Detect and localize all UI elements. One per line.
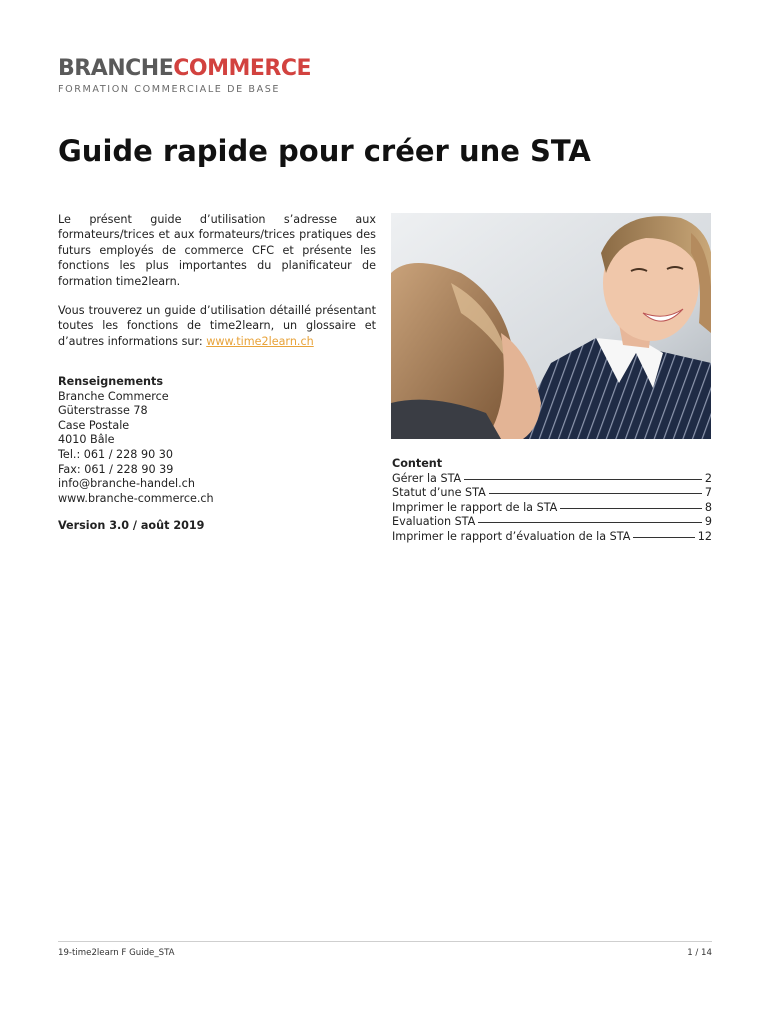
contact-phone: Tel.: 061 / 228 90 30	[58, 447, 173, 461]
brand-tagline: FORMATION COMMERCIALE DE BASE	[58, 84, 281, 95]
photo-illustration	[391, 213, 711, 439]
intro-paragraph-1: Le présent guide d’utilisation s’adresse aux formateurs/trices et aux formateurs/trices pratiques des futurs employés de commerce CFC et présente les fonctions les plus importantes du planificateur de formation time2learn.	[58, 213, 376, 288]
contact-line: Güterstrasse 78	[58, 404, 148, 418]
footer-page-number: 1 / 14	[687, 948, 712, 958]
page-title: Guide rapide pour créer une STA	[58, 134, 591, 168]
version-label: Version 3.0 / août 2019	[58, 519, 205, 532]
toc-item-page: 8	[704, 500, 712, 514]
toc-item-page: 9	[704, 515, 712, 529]
contact-email: info@branche-handel.ch	[58, 477, 195, 491]
toc-item-label: Gérer la STA	[392, 471, 462, 485]
toc-item-page: 2	[704, 471, 712, 485]
footer-document-id: 19-time2learn F Guide_STA	[58, 948, 175, 958]
contact-line: Case Postale	[58, 418, 130, 432]
toc-item-page: 12	[697, 529, 712, 543]
toc-item[interactable]	[392, 472, 712, 487]
contact-block	[58, 375, 214, 506]
toc-item[interactable]	[392, 515, 712, 530]
toc-item-label: Evaluation STA	[392, 515, 476, 529]
contact-line: Branche Commerce	[58, 389, 169, 403]
toc-leader-line	[464, 479, 702, 480]
toc-item-label: Imprimer le rapport d’évaluation de la STA	[392, 529, 631, 543]
toc-leader-line	[560, 508, 702, 509]
toc-leader-line	[633, 537, 694, 538]
toc-leader-line	[478, 522, 702, 523]
toc-leader-line	[489, 493, 702, 494]
contact-heading: Renseignements	[58, 375, 164, 388]
brand-name-part2: COMMERCE	[173, 56, 312, 81]
contact-line: 4010 Bâle	[58, 433, 115, 447]
intro-paragraph-2-text: Vous trouverez un guide d’utilisation détaillé présentant toutes les fonctions de time2learn, un glossaire et d’autres informations sur:	[58, 304, 376, 348]
contact-website: www.branche-commerce.ch	[58, 491, 214, 505]
contact-fax: Fax: 061 / 228 90 39	[58, 462, 174, 476]
photo-two-women-talking	[391, 213, 711, 439]
toc-item[interactable]	[392, 501, 712, 516]
table-of-contents	[392, 457, 712, 545]
toc-item[interactable]	[392, 530, 712, 545]
time2learn-link[interactable]: www.time2learn.ch	[206, 334, 314, 348]
toc-item[interactable]	[392, 486, 712, 501]
intro-text	[58, 212, 376, 363]
brand-logo-wordmark	[58, 58, 311, 80]
toc-item-label: Imprimer le rapport de la STA	[392, 500, 558, 514]
intro-paragraph-2	[58, 303, 376, 349]
toc-item-label: Statut d’une STA	[392, 486, 486, 500]
brand-logo	[58, 58, 311, 95]
toc-heading: Content	[392, 457, 443, 470]
footer-divider	[58, 941, 712, 942]
toc-item-page: 7	[704, 486, 712, 500]
brand-name-part1: BRANCHE	[58, 56, 174, 81]
